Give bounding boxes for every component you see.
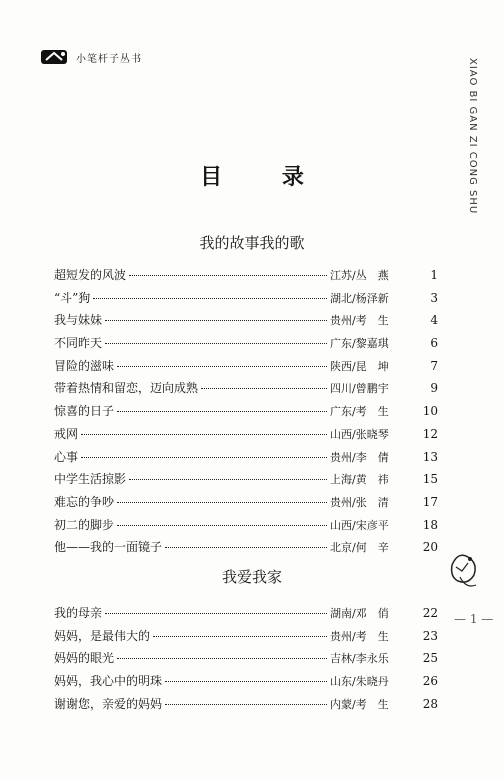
leader-dots bbox=[81, 457, 327, 458]
leader-dots bbox=[153, 636, 327, 637]
entry-page-number: 20 bbox=[422, 540, 438, 555]
entry-title: 他——我的一面镜子 bbox=[54, 540, 163, 555]
entry-page-number: 10 bbox=[422, 404, 438, 419]
entry-author: 广东/考 生 bbox=[330, 405, 389, 419]
toc-entry[interactable] bbox=[54, 470, 438, 493]
entry-author: 内蒙/考 生 bbox=[330, 697, 389, 711]
entry-page-number: 4 bbox=[430, 313, 438, 328]
entry-author: 上海/黄 祎 bbox=[330, 473, 389, 487]
toc-section-1 bbox=[54, 266, 438, 561]
toc-entry[interactable] bbox=[54, 334, 438, 357]
entry-page-number: 22 bbox=[422, 606, 438, 620]
entry-title: 我的母亲 bbox=[54, 606, 103, 620]
toc-entry[interactable] bbox=[54, 493, 438, 516]
toc-entry[interactable] bbox=[54, 516, 438, 539]
entry-page-number: 26 bbox=[422, 674, 438, 689]
toc-entry[interactable] bbox=[54, 649, 438, 672]
entry-page-number: 6 bbox=[430, 336, 438, 351]
toc-entry[interactable] bbox=[54, 266, 438, 289]
section-heading: 我爱我家 bbox=[221, 568, 282, 586]
entry-title: 初二的脚步 bbox=[54, 517, 115, 532]
toc-entry[interactable] bbox=[54, 672, 438, 695]
entry-title: 妈妈的眼光 bbox=[54, 651, 115, 666]
toc-entry[interactable] bbox=[54, 311, 438, 334]
entry-author: 湖北/杨泽新 bbox=[330, 291, 389, 305]
entry-page-number: 13 bbox=[422, 449, 438, 464]
entry-title: 带着热情和留恋，迈向成熟 bbox=[54, 381, 199, 396]
entry-page-number: 15 bbox=[422, 472, 438, 487]
entry-author: 四川/曾鹏宇 bbox=[330, 382, 389, 396]
series-name: 小笔杆子丛书 bbox=[76, 53, 142, 65]
entry-author: 山西/宋彦平 bbox=[330, 518, 389, 532]
entry-author: 贵州/考 生 bbox=[330, 629, 389, 643]
toc-entry[interactable] bbox=[54, 402, 438, 425]
entry-title: 妈妈，我心中的明珠 bbox=[54, 674, 163, 689]
toc-section-2 bbox=[54, 604, 438, 717]
entry-title: 谢谢您，亲爱的妈妈 bbox=[54, 696, 163, 711]
entry-author: 山西/张晓琴 bbox=[330, 427, 389, 441]
leader-dots bbox=[129, 275, 327, 276]
entry-title: 难忘的争吵 bbox=[54, 494, 115, 509]
toc-entry[interactable] bbox=[54, 425, 438, 448]
leader-dots bbox=[117, 411, 327, 412]
toc-entry[interactable] bbox=[54, 538, 438, 561]
entry-author: 江苏/丛 燕 bbox=[330, 269, 389, 282]
entry-title: 不同昨天 bbox=[54, 336, 103, 351]
leader-dots bbox=[117, 525, 327, 526]
entry-page-number: 9 bbox=[430, 381, 438, 396]
toc-entry[interactable] bbox=[54, 379, 438, 402]
leader-dots bbox=[81, 434, 327, 435]
entry-page-number: 23 bbox=[422, 628, 438, 643]
entry-page-number: 17 bbox=[422, 494, 438, 509]
entry-page-number: 12 bbox=[422, 426, 438, 441]
entry-title: 我与妹妹 bbox=[54, 313, 103, 328]
side-page-mark: — 1 — bbox=[454, 612, 494, 626]
entry-author: 贵州/李 倩 bbox=[330, 450, 389, 464]
entry-page-number: 28 bbox=[422, 696, 438, 711]
entry-author: 陕西/昆 坤 bbox=[330, 359, 389, 373]
entry-page-number: 25 bbox=[422, 651, 438, 666]
toc-entry[interactable] bbox=[54, 695, 438, 718]
entry-author: 北京/何 辛 bbox=[330, 541, 389, 555]
entry-page-number: 7 bbox=[430, 358, 438, 373]
toc-entry[interactable] bbox=[54, 604, 438, 627]
entry-author: 吉林/李永乐 bbox=[330, 652, 389, 666]
leader-dots bbox=[105, 320, 327, 321]
leader-dots bbox=[201, 388, 327, 389]
entry-title: 妈妈，是最伟大的 bbox=[54, 628, 151, 643]
series-header bbox=[40, 48, 142, 66]
leader-dots bbox=[165, 547, 327, 548]
entry-author: 广东/黎嘉琪 bbox=[330, 337, 389, 351]
entry-author: 湖南/邓 俏 bbox=[330, 607, 389, 620]
entry-page-number: 1 bbox=[430, 268, 438, 282]
entry-title: 中学生活掠影 bbox=[54, 472, 127, 487]
toc-entry[interactable] bbox=[54, 289, 438, 312]
toc-entry[interactable] bbox=[54, 357, 438, 380]
entry-author: 贵州/考 生 bbox=[330, 314, 389, 328]
leader-dots bbox=[117, 658, 327, 659]
pen-logo-icon bbox=[40, 48, 70, 66]
leader-dots bbox=[117, 502, 327, 503]
entry-title: “斗”狗 bbox=[54, 290, 91, 305]
leader-dots bbox=[117, 366, 327, 367]
leader-dots bbox=[129, 479, 327, 480]
entry-title: 冒险的滋味 bbox=[54, 358, 115, 373]
page-title: 目 录 bbox=[200, 164, 330, 190]
entry-title: 戒网 bbox=[54, 426, 79, 441]
side-romanized-text: XIAO BI GAN ZI CONG SHU bbox=[467, 58, 478, 215]
toc-entry[interactable] bbox=[54, 627, 438, 650]
entry-title: 心事 bbox=[54, 449, 79, 464]
leader-dots bbox=[165, 704, 327, 705]
entry-title: 超短发的风波 bbox=[54, 268, 127, 282]
section-heading: 我的故事我的歌 bbox=[199, 234, 305, 252]
entry-page-number: 3 bbox=[430, 290, 438, 305]
entry-author: 贵州/张 清 bbox=[330, 495, 389, 509]
leader-dots bbox=[105, 343, 327, 344]
leader-dots bbox=[165, 681, 327, 682]
entry-page-number: 18 bbox=[422, 517, 438, 532]
entry-title: 惊喜的日子 bbox=[54, 404, 115, 419]
entry-author: 山东/朱晓丹 bbox=[330, 675, 389, 689]
leader-dots bbox=[105, 613, 327, 614]
toc-entry[interactable] bbox=[54, 448, 438, 471]
leader-dots bbox=[93, 298, 327, 299]
